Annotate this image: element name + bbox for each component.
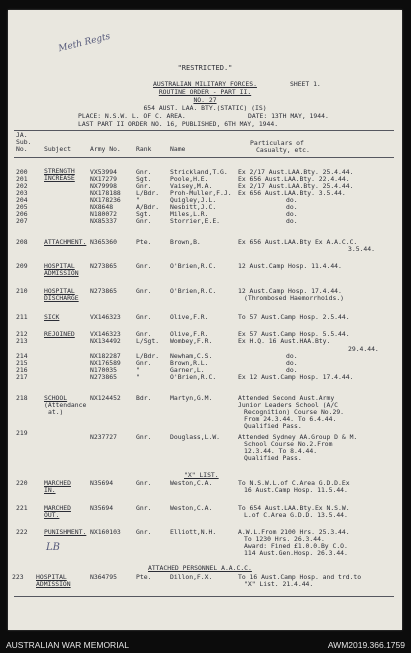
document-page: Meth Regts "RESTRICTED." AUSTRALIAN MILITARY FORCES. SHEET 1. ROUTINE ORDER - PART II. NO. 27 654 AUST. LAA. BTY.(STATIC) (IS) PLACE: N.S.W. L. OF C. AREA. DATE: 13TH MAY, 1944. LAST PART II ORDER NO. 16, PUBLISHED, 6TH MAY, 1944. JA. Sub. No. Subject Army No. Rank Name Particulars of Casualty, etc. STRENGTH INCREASE 200 VX53994 Gnr. Strickland,T.G. Ex 2/17 Aust.LAA.Bty. 25.4.44. 201 NX17279 Sgt. Poole,H.E. Ex 656 Aust.LAA.Bty. 22.4.44. 202 NX79998 Gnr. Vaisey,M.A. Ex 2/17 Aust.LAA.Bty. 25.4.44. 203 NX178188 L/Bdr. Proh-Muller,F.J. Ex 656 Aust.LAA.Bty. 3.5.44. 204 NX178236 " Quigley,J.L. do. 205 NX8648 A/Bdr. Nesbitt,J.C. do. 206 N180072 Sgt. Miles,L.R. do. 207 NX85337 Gnr. Storrier,E.E. do. 208 ATTACHMENT. N365360 Pte. Brown,B. Ex 656 Aust.LAA.Bty Ex A.A.C.C. 3.5.44. 209 HOSPITAL ADMISSION N273865 Gnr. O'Brien,R.C. 12 Aust.Camp Hosp. 11.4.44. 210 HOSPITAL DISCHARGE N273865 Gnr. O'Brien,R.C. 12 Aust.Camp Hosp. 17.4.44. (Thrombosed Haemorrhoids.) 211 SICK VX146323 Gnr. Olive,F.R. To 57 Aust.Camp Hosp. 2.5.44. 212 REJOINED VX146323 Gnr. Olive,F.R. Ex 57 Aust.Camp Hosp. 5.5.44. 213 NX134492 L/Sgt. Wombey,F.R. Ex H.Q. 16 Aust.HAA.Bty. 29.4.44. 214 NX182287 L/Bdr. Newham,C.S. do. 215 NX176589 Gnr. Brown,R.L. do. 216 N170035 " Garner,L. do. 217 N273865 " O'Brien,R.C. Ex 12 Aust.Camp Hosp. 17.4.44. 218 SCHOOL (Attendance at.) NX124452 Bdr. Martyn,G.M. Attended Second Aust.Army Junior Leaders School (A/C Recognition) Course No.29. From 24.3.44. To 6.4.44. Qualified Pass. 219 N237727 Gnr. Douglass,L.W. Attended Sydney AA.Group D & M. School Course No.2.From 12.3.44. To 8.4.44. Qualified Pass. "X" LIST. 220 MARCHED IN. N35694 Gnr. Weston,C.A. To N.S.W.L.of C.Area G.D.D.Ex 16 Aust.Camp Hosp. 11.5.44. 221 MARCHED OUT. N35694 Gnr. Weston,C.A. To 654 Aust.LAA.Bty.Ex N.S.W. L.of C.Area G.D.D. 13.5.44. 222 PUNISHMENT. NX160103 Gnr. Elliott,N.H. A.W.L.From 2100 Hrs. 25.3.44. To 1230 Hrs. 26.3.44. Award: Fined £1.0.0.By C.O. 114 Aust.Gen.Hosp. 26.3.44. LB ATTACHED PERSONNEL A.A.C.C. 223 HOSPITAL ADMISSION N364795 Pte. Dillon,F.X. To 16 Aust.Camp Hosp. and trd.to "X" List. 21.4.44. [8, 10, 402, 630]
footer-accession-number: AWM2019.366.1759 [327, 640, 405, 650]
unit-title: 654 AUST. LAA. BTY.(STATIC) (IS) [143, 104, 267, 112]
column-subject: Subject [44, 145, 71, 153]
subject-strength-increase: STRENGTH [44, 167, 75, 175]
column-army-no: Army No. [90, 145, 121, 153]
date-line: DATE: 13TH MAY, 1944. [248, 112, 329, 120]
bottom-rule [14, 596, 394, 597]
column-name: Name [170, 145, 186, 153]
order-title: ROUTINE ORDER - PART II. [158, 88, 252, 96]
column-ja: JA. [16, 131, 28, 139]
attached-personnel-heading: ATTACHED PERSONNEL A.A.C.C. [148, 564, 252, 572]
column-rank: Rank [136, 145, 152, 153]
place-line: PLACE: N.S.W. L. OF C. AREA. [78, 112, 186, 120]
order-number: NO. 27 [193, 96, 217, 104]
column-particulars: Particulars of [250, 139, 304, 147]
footer-institution: AUSTRALIAN WAR MEMORIAL [6, 640, 129, 650]
subject-strength-increase-2: INCREASE [44, 174, 75, 182]
last-order-line: LAST PART II ORDER NO. 16, PUBLISHED, 6TH MAY, 1944. [78, 120, 279, 128]
org-title: AUSTRALIAN MILITARY FORCES. [153, 80, 257, 88]
column-sub: Sub. [16, 138, 32, 146]
header-rule-top [14, 130, 394, 131]
x-list-heading: "X" LIST. [184, 471, 219, 479]
column-particulars-2: Casualty, etc. [256, 146, 310, 154]
handwritten-margin-note: LB [46, 542, 60, 553]
header-rule-bottom [14, 157, 394, 158]
restricted-label: "RESTRICTED." [177, 64, 233, 72]
column-no: No. [16, 145, 28, 153]
sheet-number: SHEET 1. [290, 80, 321, 88]
handwritten-note: Meth Regts [57, 31, 112, 55]
